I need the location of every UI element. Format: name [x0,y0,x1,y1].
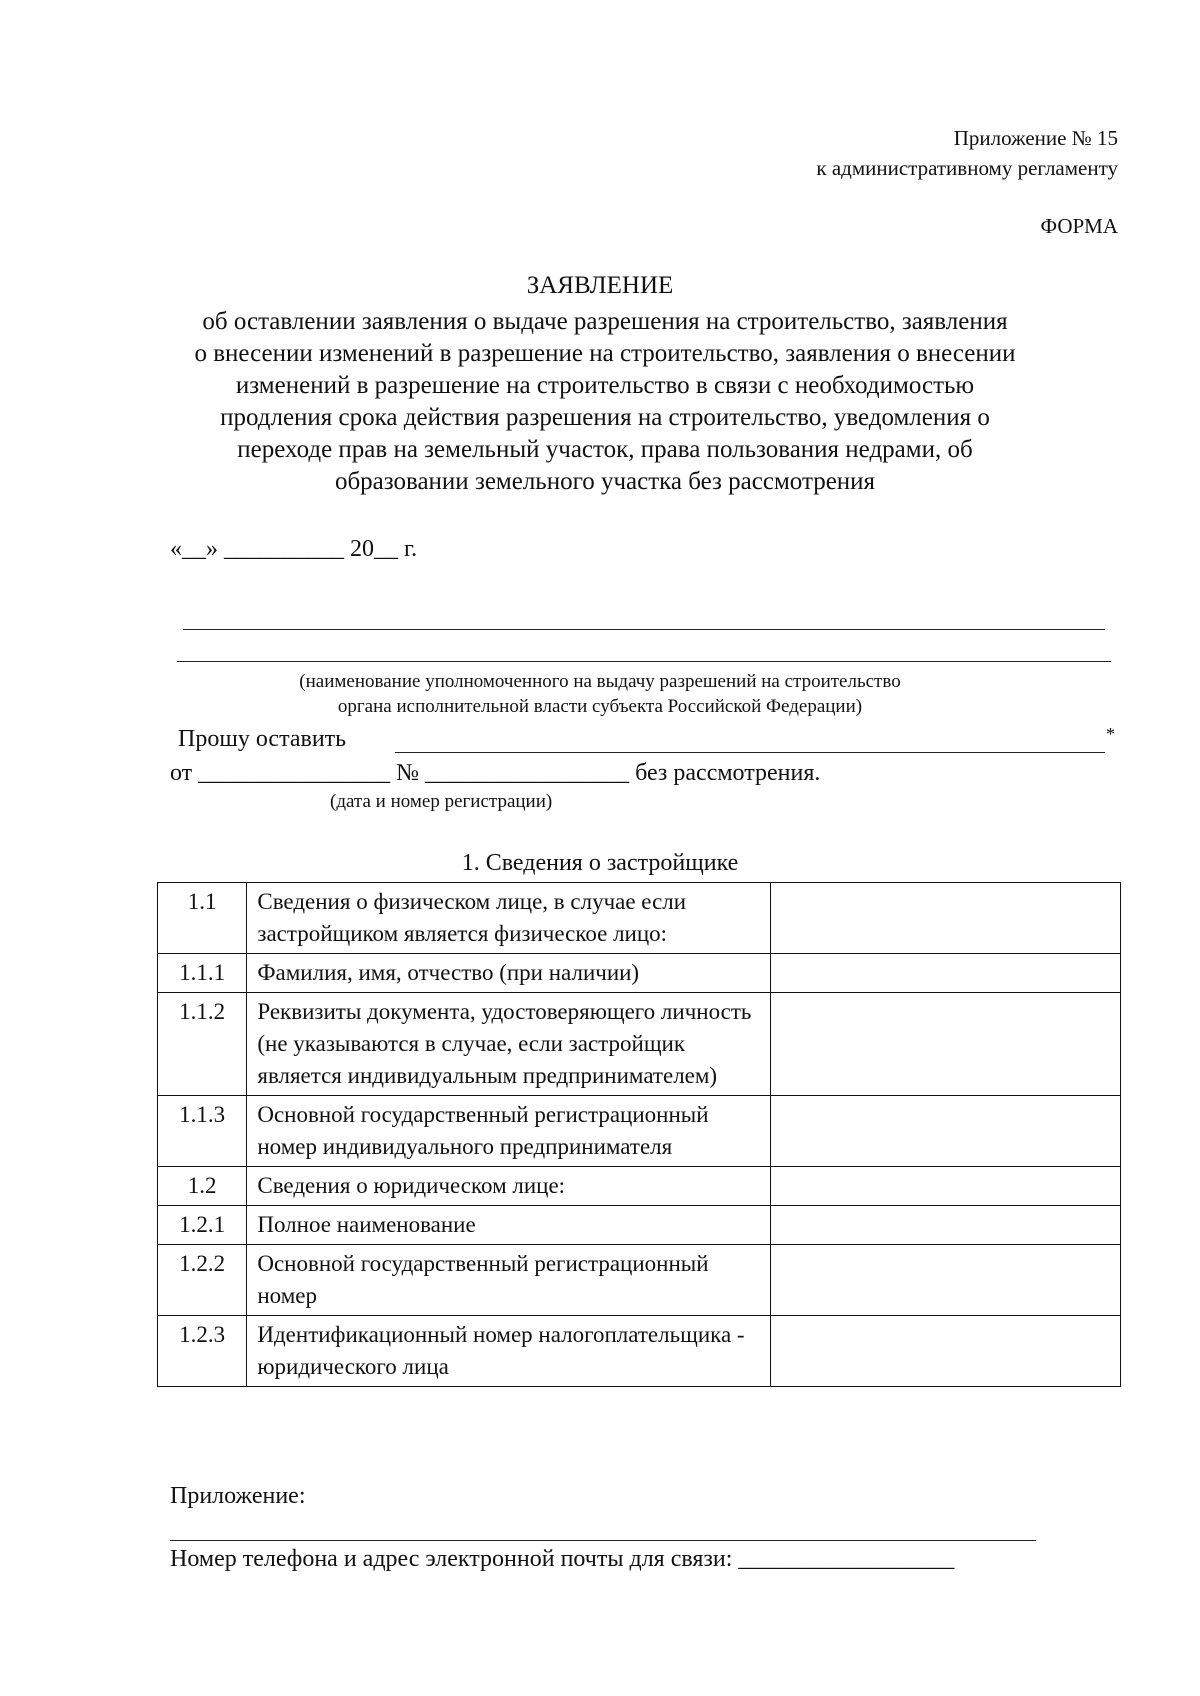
attachment-line[interactable] [170,1540,1036,1541]
row-description: Идентификационный номер налогоплательщика - юридического лица [247,1316,770,1387]
row-description: Основной государственный регистрационный номер индивидуального предпринимателя [247,1096,770,1167]
request-label: Прошу оставить [178,726,347,752]
section-title: 1. Сведения о застройщике [461,850,739,876]
row-value-cell[interactable] [770,1167,1120,1206]
row-value-cell[interactable] [770,1096,1120,1167]
subtitle-line: о внесении изменений в разрешение на строительство, заявления о внесении [194,340,1016,367]
row-value-cell[interactable] [770,993,1120,1096]
row-description: Сведения о физическом лице, в случае если застройщиком является физическое лицо: [247,883,770,954]
subtitle-line: продления срока действия разрешения на строительство, уведомления о [220,404,990,431]
row-value-cell[interactable] [770,1316,1120,1387]
registration-caption: (дата и номер регистрации) [330,791,553,812]
form-label: ФОРМА [1040,214,1118,238]
table-row [158,1316,1121,1387]
appendix-reference: к административному регламенту [816,156,1118,180]
footnote-asterisk: * [1106,724,1115,744]
row-number: 1.1.3 [158,1096,247,1167]
row-number: 1.1.2 [158,993,247,1096]
date-field[interactable]: «__» __________ 20__ г. [170,536,418,562]
row-description: Основной государственный регистрационный номер [247,1245,770,1316]
attachment-label: Приложение: [170,1483,306,1509]
row-description: Полное наименование [247,1206,770,1245]
subtitle-line: изменений в разрешение на строительство в связи с необходимостью [235,372,975,399]
table-row [158,883,1121,954]
row-number: 1.1 [158,883,247,954]
contact-field[interactable]: Номер телефона и адрес электронной почты для связи: __________________ [170,1546,955,1572]
registration-row[interactable]: от ________________ № _________________ без рассмотрения. [170,760,821,786]
row-number: 1.2 [158,1167,247,1206]
row-value-cell[interactable] [770,883,1120,954]
document-subtitle [170,306,1040,498]
request-document-line[interactable] [395,752,1105,753]
row-number: 1.2.3 [158,1316,247,1387]
row-description: Реквизиты документа, удостоверяющего личность (не указываются в случае, если застройщик является индивидуальным предпринимателем) [247,993,770,1096]
row-value-cell[interactable] [770,1206,1120,1245]
table-row [158,1206,1121,1245]
row-description: Фамилия, имя, отчество (при наличии) [247,954,770,993]
authority-name-line[interactable] [183,629,1105,630]
subtitle-line: об оставлении заявления о выдаче разрешения на строительство, заявления [202,308,1008,335]
row-number: 1.2.2 [158,1245,247,1316]
row-description: Сведения о юридическом лице: [247,1167,770,1206]
developer-info-table [157,882,1121,1387]
authority-name-line-2[interactable] [177,661,1111,662]
row-number: 1.1.1 [158,954,247,993]
authority-caption-line: органа исполнительной власти субъекта Российской Федерации) [337,696,863,717]
table-row [158,954,1121,993]
table-row [158,1245,1121,1316]
authority-caption [0,669,1200,719]
subtitle-line: переходе прав на земельный участок, права пользования недрами, об [237,436,973,463]
table-row [158,1096,1121,1167]
subtitle-line: образовании земельного участка без рассмотрения [334,468,876,495]
authority-caption-line: (наименование уполномоченного на выдачу разрешений на строительство [299,671,901,692]
appendix-number: Приложение № 15 [953,126,1118,150]
row-number: 1.2.1 [158,1206,247,1245]
table-row [158,1167,1121,1206]
table-row [158,993,1121,1096]
document-title: ЗАЯВЛЕНИЕ [526,272,674,299]
row-value-cell[interactable] [770,1245,1120,1316]
row-value-cell[interactable] [770,954,1120,993]
